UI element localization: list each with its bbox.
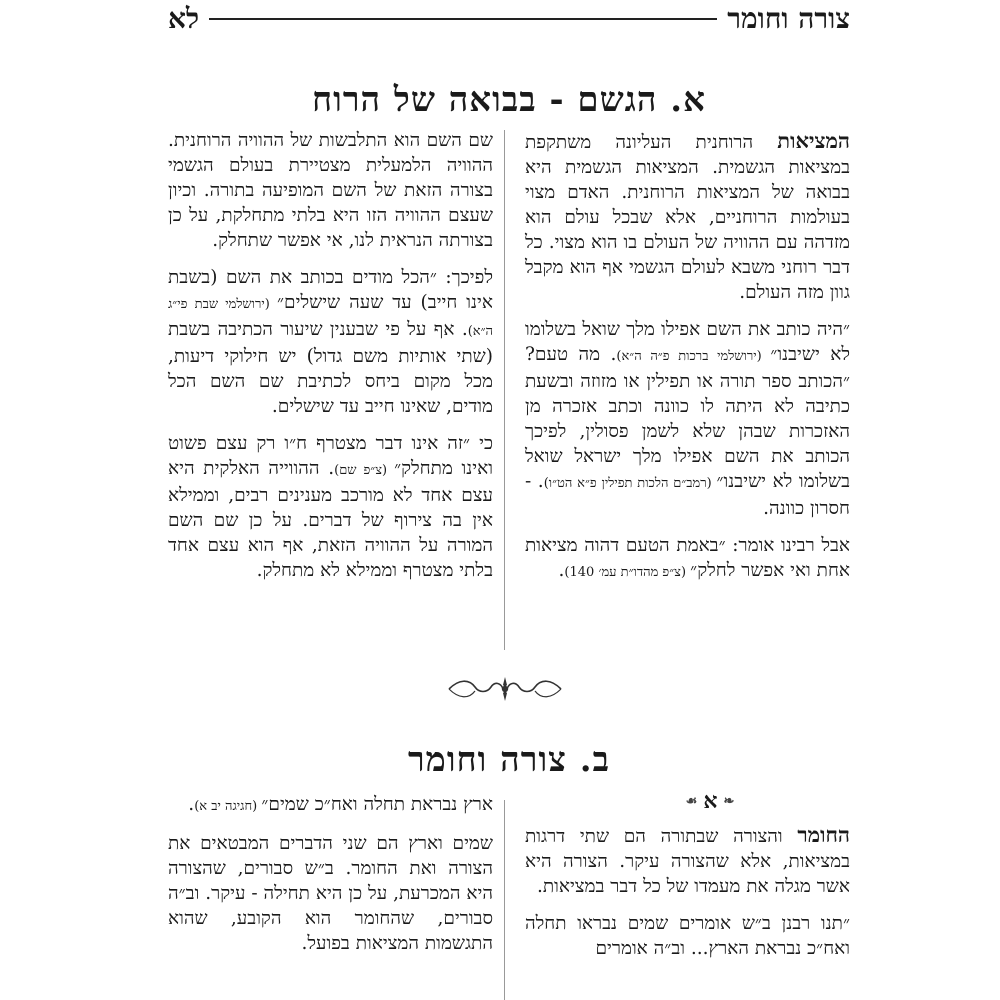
lead-word: החומר [797,822,850,847]
paragraph [525,533,850,585]
paragraph [168,831,493,956]
paragraph-text: אבל רבינו אומר: ״באמת הטעם דהוה מציאות אחת ואי אפשר לחלק״ [525,535,850,581]
section-a-left-column [168,128,493,595]
paragraph [168,792,493,819]
paragraph [168,265,493,419]
running-header [168,4,850,34]
source-citation: (ירושלמי שבת פי״ג ה״א) [168,297,493,339]
source-citation: (צ״פ מהדו״ת עמ׳ 140) [564,565,691,580]
section-b-left-column [168,792,493,968]
paragraph [168,431,493,583]
paragraph-text: ״היה כותב את השם אפילו מלך שואל בשלומו לא ישיבנו״ [525,319,850,365]
page-number: לא [168,2,200,35]
paragraph-text: לפיכך: ״הכל מודים בכותב את השם (בשבת אינו חייב) עד שעה שישלים״ [168,267,493,313]
flourish-icon: ☙ [685,793,698,809]
header-rule [209,18,717,20]
numbered-box-label [625,788,795,814]
column-divider [504,130,505,650]
section-a-right-column [525,128,850,597]
paragraph-text: . [558,560,565,581]
source-citation: (ירושלמי ברכות פ״ה ה״א) [616,349,771,364]
paragraph-text: ארץ נבראת תחלה ואח״כ שמים״ [261,794,493,815]
paragraph [168,128,493,253]
paragraph-text: . [188,794,195,815]
source-citation: (רמב״ם הלכות תפילין פ״א הט״ו) [543,476,717,491]
lead-word: המציאות [777,128,850,153]
paragraph-text: כי ״זה אינו דבר מצטרף ח״ו רק עצם פשוט ואינו מתחלק״ [168,433,493,479]
section-a-title: א. הגשם - בבואה של הרוח [312,80,706,120]
paragraph-text: ״תנו רבנן ב״ש אומרים שמים נבראו תחלה ואח״כ נבראת הארץ... וב״ה אומרים [525,913,850,959]
paragraph [525,317,850,521]
paragraph [525,128,850,305]
source-citation: (חגיגה יב א) [194,799,262,814]
section-b-title: ב. צורה וחומר [407,740,611,780]
paragraph-text: . ההווייה האלקית היא עצם אחד לא מורכב מענינים רבים, וממילא אין בה צירוף של דברים. על כן שם השם המורה על ההוויה הזאת, אף הוא עצם אחד בלתי מצטרף וממילא לא מתחלק. [168,458,493,581]
column-divider [504,800,505,1000]
ornament-divider-icon [445,675,565,703]
paragraph [525,822,850,899]
paragraph-text: . אף על פי שבענין שיעור הכתיבה בשבת (שתי אותיות משם גדול) יש חילוקי דיעות, מכל מקום ביחס לכתיבת שם השם הכל מודים, שאינו חייב עד שישלים. [168,319,493,417]
paragraph [525,911,850,961]
box-letter: א [703,788,718,814]
paragraph-text: . - חסרון כוונה. [525,471,850,519]
running-title: צורה וחומר [727,2,850,35]
paragraph-text: הרוחנית העליונה משתקפת במציאות הגשמית. המציאות הגשמית היא בבואה של המציאות הרוחנית. האדם מצוי בעולמות הרוחניים, אלא שבכל עולם הוא מזדהה עם ההוויה של העולם בו הוא מצוי. כל דבר רוחני משבא לעולם הגשמי אף הוא מקבל גוון מזה העולם. [525,132,850,303]
source-citation: (צ״פ שם) [334,463,395,478]
flourish-icon: ❧ [723,793,735,809]
paragraph-text: . מה טעם? ״הכותב ספר תורה או תפילין או מזוזה ובשעת כתיבה לא היתה לו כוונה וכתב אזכרה מן האזכרות שבהן שלא לשמן פסולין, לפיכך הכותב את השם אפילו מלך ישראל שואל בשלומו לא ישיבנו״ [525,344,850,492]
paragraph-text: והצורה שבתורה הם שתי דרגות במציאות, אלא שהצורה עיקר. הצורה היא אשר מגלה את מעמדו של כל דבר במציאות. [525,826,850,897]
paragraph-text: שם השם הוא התלבשות של ההוויה הרוחנית. ההוויה הלמעלית מצטיירת בעולם הגשמי בצורה הזאת של השם המופיעה בתורה. וכיון שעצם ההוויה הזו היא בלתי מתחלקת, על כן בצורתה הנראית לנו, אי אפשר שתחלק. [168,130,493,251]
section-b-right-column [525,822,850,973]
paragraph-text: שמים וארץ הם שני הדברים המבטאים את הצורה ואת החומר. ב״ש סבורים, שהצורה היא המכרעת, על כן היא תחילה - עיקר. וב״ה סבורים, שהחומר הוא הקובע, שהוא התגשמות המציאות בפועל. [168,833,493,954]
